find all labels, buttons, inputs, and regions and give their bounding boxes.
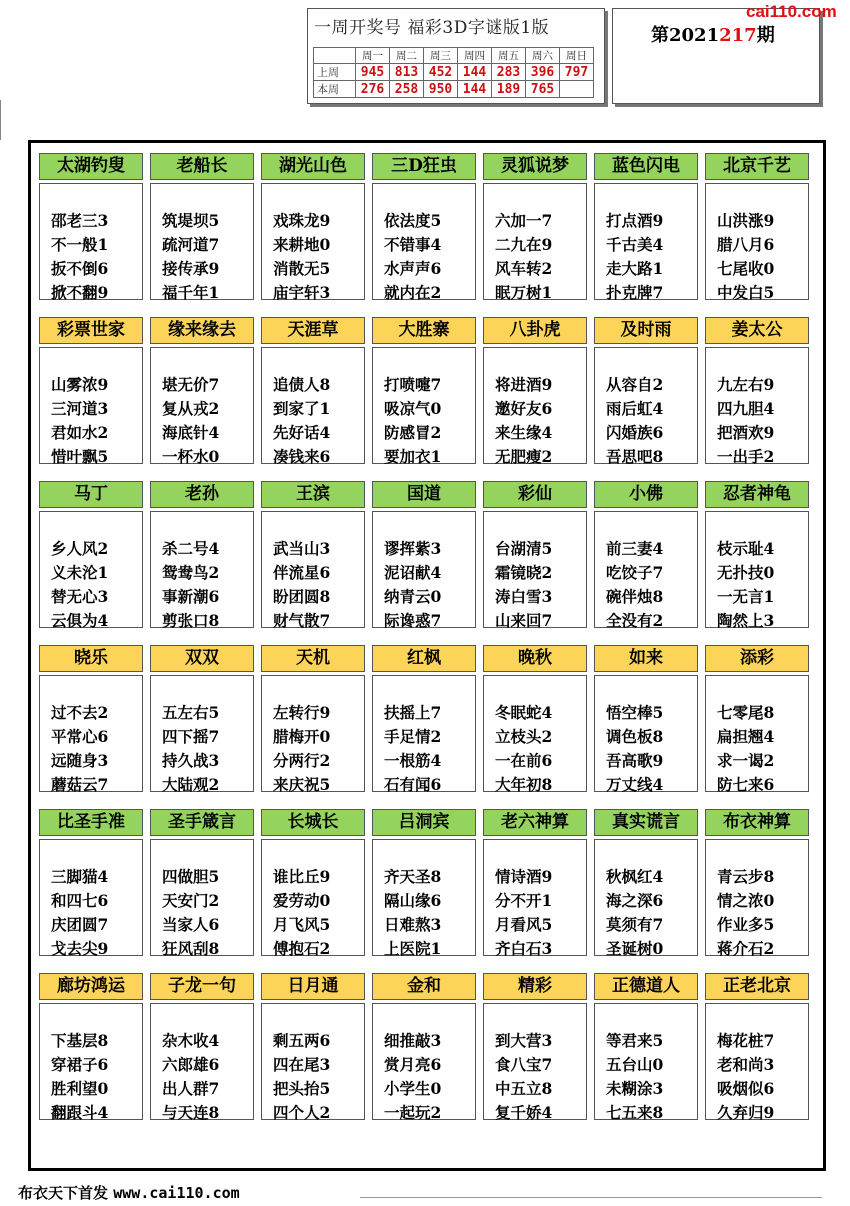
card-title: 正德道人	[594, 973, 698, 1000]
card-line: 无扑技0	[717, 563, 775, 582]
card-line: 当家人6	[162, 915, 220, 934]
card-line: 接传承9	[162, 259, 220, 278]
card-line: 剪张口8	[162, 611, 220, 630]
card-title: 圣手箴言	[150, 809, 254, 836]
riddle-card	[372, 317, 476, 464]
card-line: 石有闻6	[384, 775, 442, 794]
card-title: 灵狐说梦	[483, 153, 587, 180]
card-line: 蒋介石2	[717, 939, 775, 958]
card-line: 手足情2	[384, 727, 442, 746]
riddle-card	[39, 153, 143, 300]
card-line: 邵老三3	[51, 211, 109, 230]
card-title: 蓝色闪电	[594, 153, 698, 180]
card-title: 国道	[372, 481, 476, 508]
card-line: 庆团圆7	[51, 915, 109, 934]
card-line: 四九胆4	[717, 399, 775, 418]
card-line: 月飞风5	[273, 915, 331, 934]
card-title: 忍者神龟	[705, 481, 809, 508]
card-line: 分不开1	[495, 891, 553, 910]
riddle-card	[39, 645, 143, 792]
card-title: 老孙	[150, 481, 254, 508]
card-line: 等君来5	[606, 1031, 664, 1050]
card-line: 消散无5	[273, 259, 331, 278]
card-title: 如来	[594, 645, 698, 672]
day-header: 周五	[492, 48, 526, 64]
card-line: 邀好友6	[495, 399, 553, 418]
card-line: 戈去尖9	[51, 939, 109, 958]
card-line: 君如水2	[51, 423, 109, 442]
card-line: 事新潮6	[162, 587, 220, 606]
card-line: 一杯水0	[162, 447, 220, 466]
card-title: 天机	[261, 645, 365, 672]
card-line: 莫须有7	[606, 915, 664, 934]
card-title: 金和	[372, 973, 476, 1000]
days-row	[314, 48, 594, 64]
riddle-card	[483, 973, 587, 1120]
card-line: 海底针4	[162, 423, 220, 442]
card-line: 万丈线4	[606, 775, 664, 794]
card-line: 吸凉气0	[384, 399, 442, 418]
card-line: 财气散7	[273, 611, 331, 630]
card-line: 大陆观2	[162, 775, 220, 794]
card-line: 台湖清5	[495, 539, 553, 558]
card-line: 扳不倒6	[51, 259, 109, 278]
riddle-card	[483, 317, 587, 464]
card-line: 翻跟斗4	[51, 1103, 109, 1122]
card-line: 一无言1	[717, 587, 775, 606]
card-title: 廊坊鸿运	[39, 973, 143, 1000]
card-line: 立枝头2	[495, 727, 553, 746]
day-header: 周二	[390, 48, 424, 64]
riddle-card	[261, 809, 365, 956]
card-line: 打点酒9	[606, 211, 664, 230]
card-line: 和四七6	[51, 891, 109, 910]
card-line: 筑堤坝5	[162, 211, 220, 230]
day-header: 周日	[560, 48, 594, 64]
card-line: 五台山0	[606, 1055, 664, 1074]
card-title: 日月通	[261, 973, 365, 1000]
card-line: 山洪涨9	[717, 211, 775, 230]
card-line: 掀不翻9	[51, 283, 109, 302]
card-title: 子龙一句	[150, 973, 254, 1000]
card-line: 走大路1	[606, 259, 664, 278]
riddle-card	[594, 481, 698, 628]
card-line: 五左右5	[162, 703, 220, 722]
card-line: 眠万树1	[495, 283, 553, 302]
card-line: 上医院1	[384, 939, 442, 958]
issue-prefix: 第2021	[651, 25, 720, 46]
card-line: 平常心6	[51, 727, 109, 746]
card-line: 出人群7	[162, 1079, 220, 1098]
riddle-card	[483, 153, 587, 300]
card-line: 左转行9	[273, 703, 331, 722]
card-line: 杀二号4	[162, 539, 220, 558]
card-title: 马丁	[39, 481, 143, 508]
card-line: 扁担翘4	[717, 727, 775, 746]
card-line: 老和尚3	[717, 1055, 775, 1074]
day-header: 周一	[356, 48, 390, 64]
card-line: 过不去2	[51, 703, 109, 722]
corner-cell	[314, 48, 356, 64]
footer-rule	[360, 1197, 822, 1198]
card-title: 彩仙	[483, 481, 587, 508]
riddle-card	[372, 809, 476, 956]
riddle-card	[705, 317, 809, 464]
card-line: 就内在2	[384, 283, 442, 302]
card-line: 水声声6	[384, 259, 442, 278]
card-line: 持久战3	[162, 751, 220, 770]
card-line: 霜镜晓2	[495, 563, 553, 582]
card-line: 悟空棒5	[606, 703, 664, 722]
card-line: 来耕地0	[273, 235, 331, 254]
card-line: 来生缘4	[495, 423, 553, 442]
last-week-row	[314, 64, 594, 81]
card-line: 冬眠蛇4	[495, 703, 553, 722]
card-line: 不一般1	[51, 235, 109, 254]
card-line: 全没有2	[606, 611, 664, 630]
card-line: 扑克牌7	[606, 283, 664, 302]
card-line: 将进酒9	[495, 375, 553, 394]
card-line: 盼团圆8	[273, 587, 331, 606]
weekly-results-table	[313, 47, 594, 98]
card-line: 三脚猫4	[51, 867, 109, 886]
card-line: 前三妻4	[606, 539, 664, 558]
card-line: 七尾收0	[717, 259, 775, 278]
card-line: 一在前6	[495, 751, 553, 770]
card-line: 鸳鸯鸟2	[162, 563, 220, 582]
card-line: 到家了1	[273, 399, 331, 418]
card-line: 久弃归9	[717, 1103, 775, 1122]
card-line: 山雾浓9	[51, 375, 109, 394]
card-line: 情诗酒9	[495, 867, 553, 886]
riddle-card	[39, 317, 143, 464]
card-line: 作业多5	[717, 915, 775, 934]
last-week-label: 上周	[314, 64, 356, 81]
card-line: 不错事4	[384, 235, 442, 254]
card-line: 分两行2	[273, 751, 331, 770]
card-line: 一出手2	[717, 447, 775, 466]
riddle-card	[261, 317, 365, 464]
card-line: 惜叶飘5	[51, 447, 109, 466]
result-number: 950	[424, 81, 458, 98]
riddle-card	[150, 973, 254, 1120]
riddle-card	[150, 153, 254, 300]
issue-suffix: 期	[756, 25, 775, 46]
riddle-grid	[28, 140, 826, 1171]
card-line: 下基层8	[51, 1031, 109, 1050]
card-line: 吾思吧8	[606, 447, 664, 466]
riddle-card	[372, 645, 476, 792]
card-line: 九左右9	[717, 375, 775, 394]
card-line: 防七来6	[717, 775, 775, 794]
card-line: 胜利望0	[51, 1079, 109, 1098]
result-number: 144	[458, 64, 492, 81]
riddle-card	[150, 481, 254, 628]
result-number: 276	[356, 81, 390, 98]
card-line: 食八宝7	[495, 1055, 553, 1074]
riddle-card	[261, 645, 365, 792]
card-title: 姜太公	[705, 317, 809, 344]
card-line: 吾高歌9	[606, 751, 664, 770]
card-line: 涛白雪3	[495, 587, 553, 606]
riddle-card	[150, 317, 254, 464]
card-line: 剩五两6	[273, 1031, 331, 1050]
card-line: 爱劳动0	[273, 891, 331, 910]
riddle-card	[705, 645, 809, 792]
card-line: 碗伴烛8	[606, 587, 664, 606]
card-line: 大年初8	[495, 775, 553, 794]
card-line: 圣诞树0	[606, 939, 664, 958]
card-line: 谁比丘9	[273, 867, 331, 886]
riddle-card	[39, 481, 143, 628]
card-title: 太湖钓叟	[39, 153, 143, 180]
card-line: 复千娇4	[495, 1103, 553, 1122]
card-line: 远随身3	[51, 751, 109, 770]
card-line: 际谗惑7	[384, 611, 442, 630]
card-line: 调色板8	[606, 727, 664, 746]
result-number: 765	[526, 81, 560, 98]
card-title: 精彩	[483, 973, 587, 1000]
card-line: 四下摇7	[162, 727, 220, 746]
left-margin-rule	[0, 100, 1, 140]
card-line: 防感冒2	[384, 423, 442, 442]
result-number: 144	[458, 81, 492, 98]
card-line: 凑钱来6	[273, 447, 331, 466]
card-line: 山来回7	[495, 611, 553, 630]
card-title: 双双	[150, 645, 254, 672]
card-title: 大胜寨	[372, 317, 476, 344]
card-line: 福千年1	[162, 283, 220, 302]
riddle-card	[705, 481, 809, 628]
card-title: 天涯草	[261, 317, 365, 344]
result-number: 452	[424, 64, 458, 81]
card-line: 腊八月6	[717, 235, 775, 254]
card-line: 闪婚族6	[606, 423, 664, 442]
issue-number-red: 217	[719, 25, 757, 46]
card-line: 四在尾3	[273, 1055, 331, 1074]
card-line: 伴流星6	[273, 563, 331, 582]
card-title: 老船长	[150, 153, 254, 180]
card-line: 腊梅开0	[273, 727, 331, 746]
result-number: 945	[356, 64, 390, 81]
riddle-card	[594, 153, 698, 300]
card-line: 依法度5	[384, 211, 442, 230]
card-line: 要加衣1	[384, 447, 442, 466]
card-line: 六加一7	[495, 211, 553, 230]
riddle-card	[372, 153, 476, 300]
card-line: 雨后虹4	[606, 399, 664, 418]
site-watermark: cai110.com	[746, 2, 837, 21]
card-line: 吸烟似6	[717, 1079, 775, 1098]
card-line: 杂木收4	[162, 1031, 220, 1050]
card-line: 月看风5	[495, 915, 553, 934]
card-line: 泥诏献4	[384, 563, 442, 582]
card-line: 中五立8	[495, 1079, 553, 1098]
card-line: 来庆祝5	[273, 775, 331, 794]
riddle-card	[705, 153, 809, 300]
card-title: 老六神算	[483, 809, 587, 836]
riddle-card	[594, 973, 698, 1120]
riddle-card	[261, 973, 365, 1120]
card-line: 蘑菇云7	[51, 775, 109, 794]
day-header: 周三	[424, 48, 458, 64]
riddle-card	[483, 645, 587, 792]
riddle-card	[372, 973, 476, 1120]
card-line: 一根筋4	[384, 751, 442, 770]
card-line: 秋枫红4	[606, 867, 664, 886]
card-title: 湖光山色	[261, 153, 365, 180]
card-line: 赏月亮6	[384, 1055, 442, 1074]
card-line: 吃饺子7	[606, 563, 664, 582]
riddle-card	[261, 481, 365, 628]
riddle-card	[483, 809, 587, 956]
card-line: 二九在9	[495, 235, 553, 254]
card-line: 隔山缘6	[384, 891, 442, 910]
card-title: 比圣手准	[39, 809, 143, 836]
issue-panel	[612, 8, 820, 104]
card-line: 狂风刮8	[162, 939, 220, 958]
day-header: 周六	[526, 48, 560, 64]
card-line: 千古美4	[606, 235, 664, 254]
card-line: 堪无价7	[162, 375, 220, 394]
card-title: 缘来缘去	[150, 317, 254, 344]
card-line: 追债人8	[273, 375, 331, 394]
card-line: 中发白5	[717, 283, 775, 302]
card-line: 打喷嚏7	[384, 375, 442, 394]
riddle-card	[594, 645, 698, 792]
riddle-card	[39, 973, 143, 1120]
card-line: 枝示耻4	[717, 539, 775, 558]
card-title: 八卦虎	[483, 317, 587, 344]
card-line: 到大营3	[495, 1031, 553, 1050]
riddle-card	[483, 481, 587, 628]
card-title: 小佛	[594, 481, 698, 508]
card-title: 北京千艺	[705, 153, 809, 180]
card-line: 情之浓0	[717, 891, 775, 910]
riddle-card	[594, 809, 698, 956]
card-title: 晓乐	[39, 645, 143, 672]
riddle-card	[594, 317, 698, 464]
card-line: 把头抬5	[273, 1079, 331, 1098]
card-title: 布衣神算	[705, 809, 809, 836]
card-line: 未糊涂3	[606, 1079, 664, 1098]
result-number: 813	[390, 64, 424, 81]
card-line: 一起玩2	[384, 1103, 442, 1122]
result-number: 258	[390, 81, 424, 98]
footer	[18, 1182, 240, 1203]
this-week-label: 本周	[314, 81, 356, 98]
results-title: 一周开奖号 福彩3D字谜版1版	[314, 18, 550, 38]
card-title: 正老北京	[705, 973, 809, 1000]
card-line: 齐天圣8	[384, 867, 442, 886]
issue-number	[651, 21, 775, 47]
card-line: 与天连8	[162, 1103, 220, 1122]
riddle-card	[150, 645, 254, 792]
result-number: 396	[526, 64, 560, 81]
this-week-row	[314, 81, 594, 98]
card-line: 傅抱石2	[273, 939, 331, 958]
riddle-card	[150, 809, 254, 956]
card-line: 四个人2	[273, 1103, 331, 1122]
card-line: 风车转2	[495, 259, 553, 278]
card-title: 及时雨	[594, 317, 698, 344]
card-line: 六郎雄6	[162, 1055, 220, 1074]
card-title: 添彩	[705, 645, 809, 672]
card-line: 海之深6	[606, 891, 664, 910]
card-line: 三河道3	[51, 399, 109, 418]
card-line: 谬挥紫3	[384, 539, 442, 558]
weekly-results-panel	[307, 8, 605, 104]
card-title: 彩票世家	[39, 317, 143, 344]
riddle-card	[372, 481, 476, 628]
card-line: 陶然上3	[717, 611, 775, 630]
card-line: 天安门2	[162, 891, 220, 910]
card-line: 纳青云0	[384, 587, 442, 606]
card-line: 从容自2	[606, 375, 664, 394]
card-title: 真实谎言	[594, 809, 698, 836]
card-line: 疏河道7	[162, 235, 220, 254]
card-line: 把酒欢9	[717, 423, 775, 442]
card-line: 齐白石3	[495, 939, 553, 958]
card-line: 替无心3	[51, 587, 109, 606]
card-line: 梅花桩7	[717, 1031, 775, 1050]
card-line: 七五来8	[606, 1103, 664, 1122]
card-line: 扶摇上7	[384, 703, 442, 722]
card-line: 先好话4	[273, 423, 331, 442]
card-title: 三D狂虫	[372, 153, 476, 180]
footer-url: www.cai110.com	[113, 1184, 240, 1202]
riddle-card	[39, 809, 143, 956]
card-title: 王滨	[261, 481, 365, 508]
result-number: 283	[492, 64, 526, 81]
footer-text: 布衣天下首发	[18, 1184, 109, 1202]
card-line: 无肥瘦2	[495, 447, 553, 466]
result-number: 189	[492, 81, 526, 98]
card-line: 青云步8	[717, 867, 775, 886]
riddle-card	[705, 973, 809, 1120]
card-title: 长城长	[261, 809, 365, 836]
riddle-card	[261, 153, 365, 300]
card-line: 复从戎2	[162, 399, 220, 418]
card-line: 求一谒2	[717, 751, 775, 770]
result-number: 797	[560, 64, 594, 81]
day-header: 周四	[458, 48, 492, 64]
card-line: 云俱为4	[51, 611, 109, 630]
card-line: 细推敲3	[384, 1031, 442, 1050]
card-title: 吕洞宾	[372, 809, 476, 836]
card-line: 武当山3	[273, 539, 331, 558]
card-line: 七零尾8	[717, 703, 775, 722]
card-line: 戏珠龙9	[273, 211, 331, 230]
result-number	[560, 81, 594, 98]
card-line: 义未沦1	[51, 563, 109, 582]
card-line: 日难熬3	[384, 915, 442, 934]
card-line: 庙宇轩3	[273, 283, 331, 302]
card-title: 红枫	[372, 645, 476, 672]
card-line: 穿裙子6	[51, 1055, 109, 1074]
card-line: 四做胆5	[162, 867, 220, 886]
card-title: 晚秋	[483, 645, 587, 672]
card-line: 小学生0	[384, 1079, 442, 1098]
card-line: 乡人风2	[51, 539, 109, 558]
riddle-card	[705, 809, 809, 956]
